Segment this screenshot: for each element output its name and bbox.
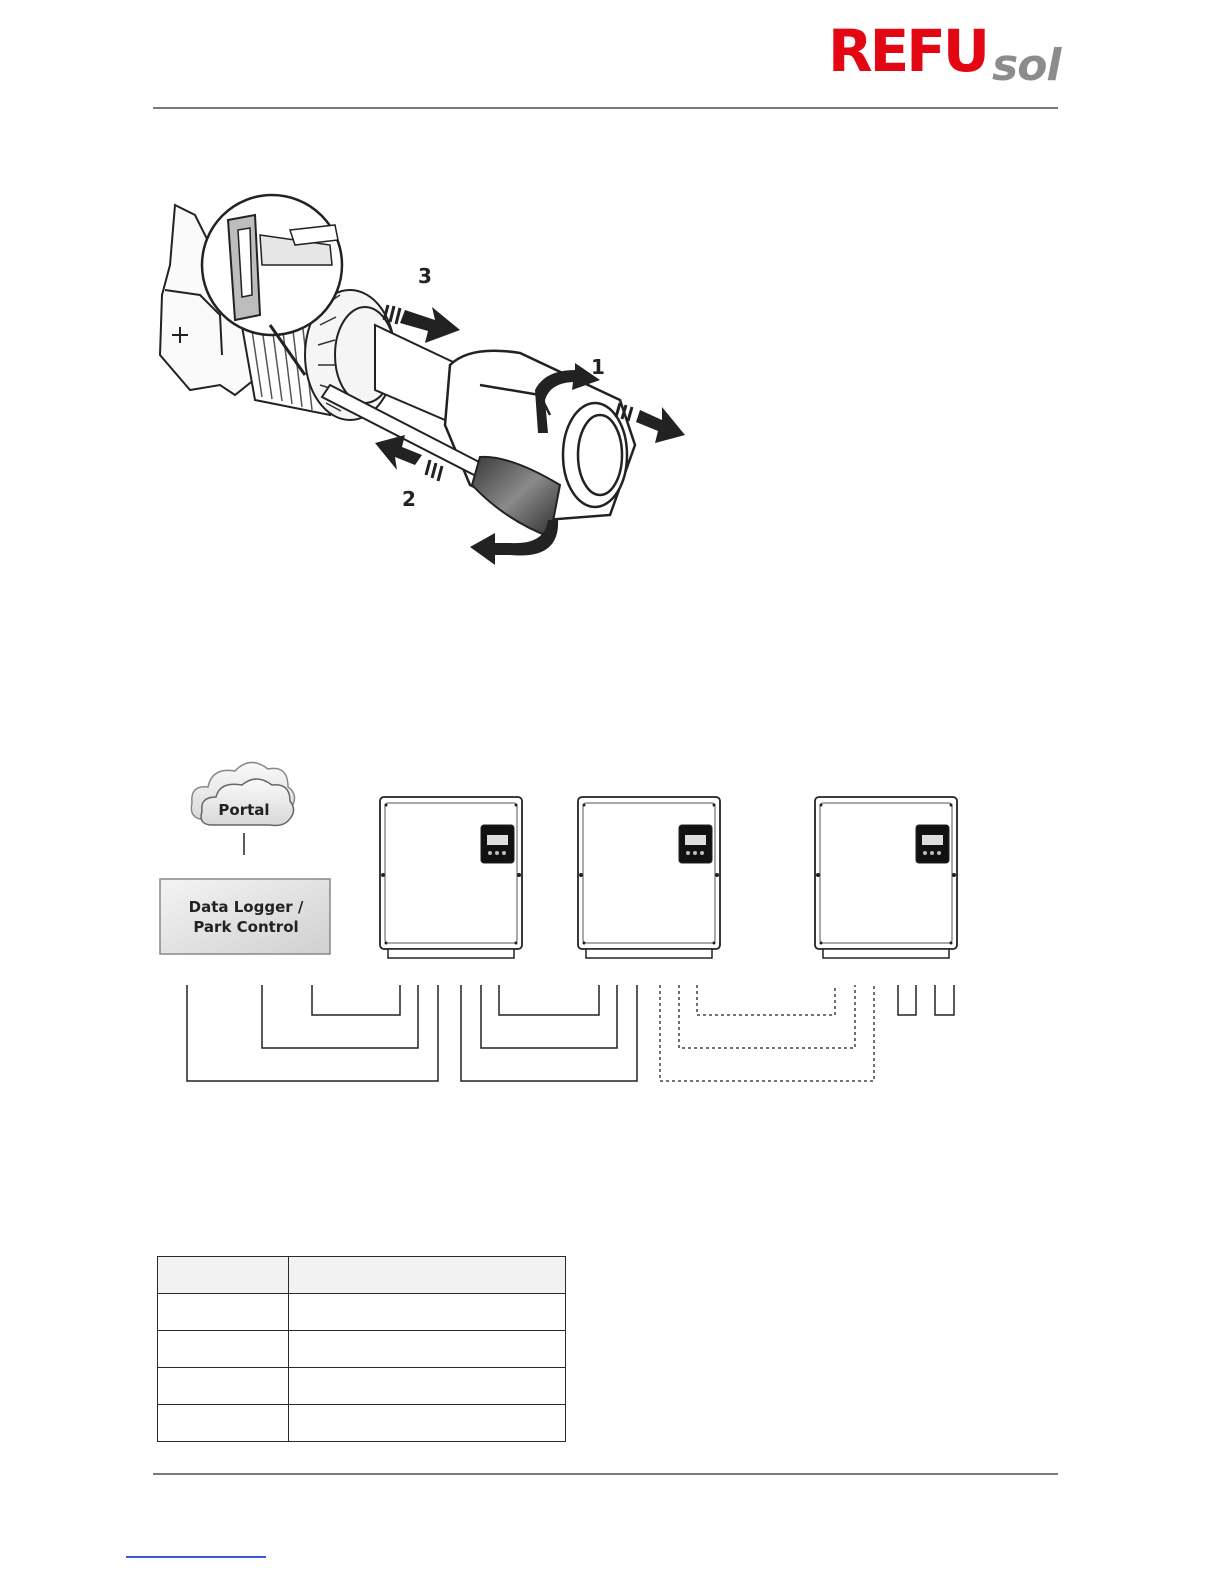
step-label-2: 2 — [402, 487, 416, 511]
table-row — [158, 1368, 566, 1405]
table-cell — [289, 1331, 566, 1368]
table-cell — [289, 1405, 566, 1442]
refusol-logo — [828, 17, 1064, 91]
logo-main-text: REFU — [828, 17, 987, 85]
data-logger-box — [160, 879, 330, 954]
header-rule — [153, 107, 1058, 109]
step-label-3: 3 — [418, 264, 432, 288]
footer-rule — [153, 1473, 1058, 1475]
table-cell — [289, 1294, 566, 1331]
table-header-cell — [289, 1257, 566, 1294]
table-row — [158, 1294, 566, 1331]
network-diagram — [150, 755, 980, 1100]
portal-cloud — [191, 762, 294, 825]
footer-link-underline[interactable] — [126, 1556, 266, 1558]
table-header-row — [158, 1257, 566, 1294]
wiring-dashed — [660, 985, 874, 1081]
inverter-unit — [578, 797, 720, 958]
inverter-display-panel — [481, 825, 514, 863]
wiring-solid — [187, 985, 954, 1081]
logo-sub-text: sol — [992, 40, 1061, 91]
table-row — [158, 1331, 566, 1368]
pin-assignment-table — [157, 1256, 566, 1442]
connector-disassembly-figure — [150, 185, 700, 585]
table-cell — [289, 1368, 566, 1405]
table-cell — [158, 1331, 289, 1368]
table-cell — [158, 1368, 289, 1405]
table-cell — [158, 1405, 289, 1442]
inverter-display-panel — [679, 825, 712, 863]
table-cell — [158, 1294, 289, 1331]
inverter-display-panel — [916, 825, 949, 863]
inverter-unit — [380, 797, 522, 958]
table-header-cell — [158, 1257, 289, 1294]
table-row — [158, 1405, 566, 1442]
data-logger-label-line2: Park Control — [193, 918, 299, 936]
data-logger-label-line1: Data Logger / — [188, 898, 304, 916]
step-label-1: 1 — [591, 355, 605, 379]
portal-label: Portal — [218, 801, 270, 819]
inverter-unit — [815, 797, 957, 958]
